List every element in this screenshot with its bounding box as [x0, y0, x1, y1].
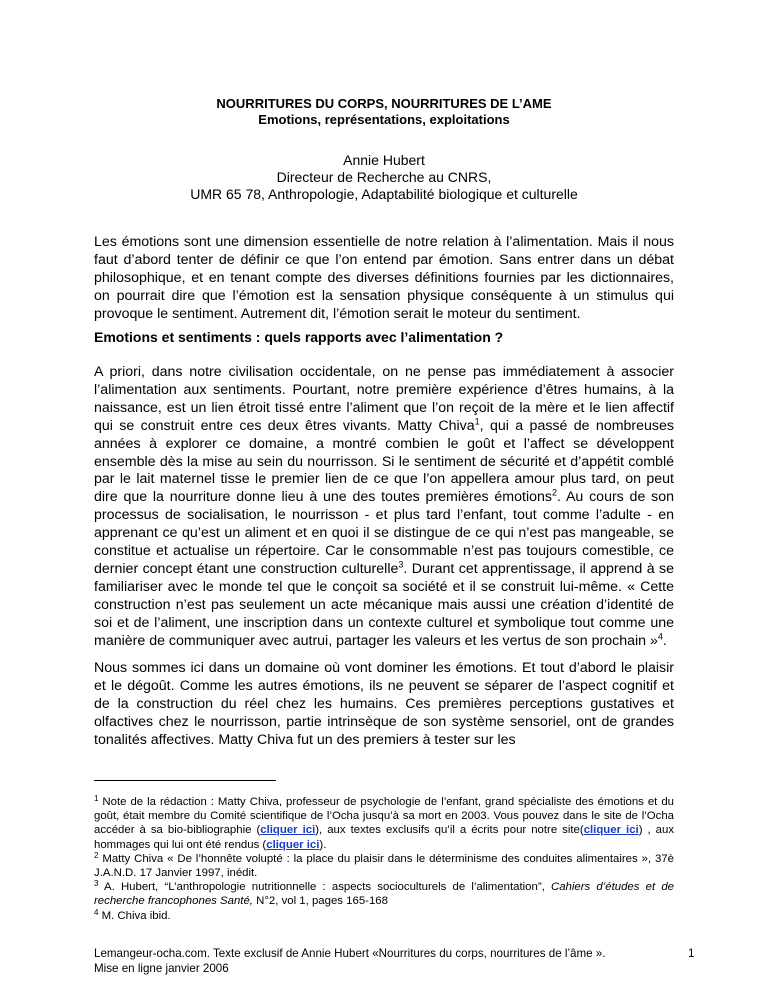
- footnote-4: [94, 909, 674, 923]
- footer-line-2: Mise en ligne janvier 2006: [94, 962, 229, 975]
- footnote-number: 4: [94, 907, 99, 917]
- footnote-3: [94, 880, 674, 908]
- footnote-number: 1: [94, 794, 99, 803]
- paragraph-2-text: . Durant cet apprentissage, il apprend à se familiariser avec le monde tel que le conçoit sa société et il se construit lui-même. « Cette construction n’est pas seulement un acte mécanique mais aussi une création d’identité de soi et de l’aliment, une inscription dans un contexte culturel et symbolique tout comme une manière de communiquer avec autrui, partager les valeurs et les vertus de son prochain »: [94, 560, 674, 649]
- footnote-text: Matty Chiva « De l’honnête volupté : la place du plaisir dans le déterminisme des conduites alimentaires », 37è J.A.N.D. 17 Janvier 1997, inédit.: [94, 852, 674, 880]
- tributes-link[interactable]: cliquer ici: [266, 838, 320, 851]
- paragraph-2: [94, 364, 674, 651]
- texts-link[interactable]: cliquer ici: [583, 824, 639, 837]
- author-name: Annie Hubert: [343, 152, 425, 168]
- footnote-ref-4[interactable]: 4: [657, 630, 663, 641]
- footnote-text: N°2, vol 1, pages 165-168: [252, 895, 388, 908]
- paragraph-2-text: A priori, dans notre civilisation occidentale, on ne pense pas immédiatement à associer l’alimentation aux sentiments. Pourtant, notre première expérience d’êtres humains, à la naissance, est un lien étroit tissé entre l’aliment que l’on reçoit de la mère et le lien affectif qui se construit entre ces deux êtres vivants. Matty Chiva: [94, 364, 674, 434]
- footnote-ref-2[interactable]: 2: [551, 487, 557, 498]
- footnote-text: ).: [319, 838, 327, 851]
- footnote-ref-3[interactable]: 3: [398, 559, 404, 570]
- paragraph-2-text: , qui a passé de nombreuses années à explorer ce domaine, a montré combien le goût et l’affect se développent ensemble dès la mise au sein du nourrisson. Si le sentiment de sécurité et d’appétit comblé par le lait maternel tisse le premier lien de ce que l’on appellera amour plus tard, on peut dire que la nourriture donne lieu à une des toutes premières émotions: [94, 417, 675, 506]
- paragraph-2-text: .: [662, 632, 667, 649]
- document-subtitle: Emotions, représentations, exploitations: [258, 112, 510, 127]
- paragraph-2-text: . Au cours de son processus de socialisation, le nourrisson - et plus tard l’enfant, tout comme l’adulte - en apprenant ce qu’est un aliment et en quoi il se distingue de ce qui n’est pas mangeable, se constitue et actualise un répertoire. Car le consommable n’est pas toujours comestible, ce dernier concept étant une construction culturelle: [94, 489, 674, 577]
- footnote-text: A. Hubert, “L’anthropologie nutritionnelle : aspects socioculturels de l’alimentation”,: [98, 881, 551, 894]
- footer-line-1: Lemangeur-ocha.com. Texte exclusif de Annie Hubert «Nourritures du corps, nourritures de l’âme ».: [94, 947, 606, 960]
- page-footer: [94, 946, 654, 976]
- footnote-text: Note de la rédaction : Matty Chiva, professeur de psychologie de l’enfant, grand spécialiste des émotions et du goût, était membre du Comité scientifique de l’Ocha jusqu’à sa mort en 2003. Vous pouvez dans le site de l’Ocha accéder à sa bio-bibliographie (: [94, 796, 674, 837]
- paragraph-3: Nous sommes ici dans un domaine où vont dominer les émotions. Et tout d’abord le plaisir et le dégoût. Comme les autres émotions, ils ne peuvent se séparer de l’aspect cognitif et de la construction du réel chez les humains. Ces premières perceptions gustatives et olfactives chez le nourrisson, partie intrinsèque de son système sensoriel, ont de grandes tonalités affectives. Matty Chiva fut un des premiers à tester sur les: [94, 660, 674, 748]
- page-number: 1: [688, 947, 695, 960]
- title-block: [120, 96, 648, 128]
- footnotes: [94, 795, 674, 923]
- bio-link[interactable]: cliquer ici: [260, 824, 316, 837]
- footnote-number: 2: [94, 850, 99, 860]
- author-unit: UMR 65 78, Anthropologie, Adaptabilité biologique et culturelle: [190, 186, 578, 202]
- intro-paragraph: Les émotions sont une dimension essentielle de notre relation à l’alimentation. Mais il nous faut d’abord tenter de définir ce que l’on entend par émotion. Sans entrer dans un débat philosophique, et en tenant compte des diverses définitions fournies par les dictionnaires, on pourrait dire que l’émotion est la sensation physique conséquente à un stimulus qui provoque le sentiment. Autrement dit, l’émotion serait le moteur du sentiment.: [94, 234, 674, 322]
- journal-title: Cahiers d’études et de recherche francophones Santé,: [94, 881, 675, 908]
- document-title: NOURRITURES DU CORPS, NOURRITURES DE L’AME: [216, 96, 552, 111]
- footnote-number: 3: [94, 879, 99, 889]
- footnote-2: [94, 852, 674, 880]
- author-position: Directeur de Recherche au CNRS,: [276, 169, 492, 185]
- footnote-text: ) , aux hommages qui lui ont été rendus (: [94, 824, 675, 851]
- footnote-separator: [94, 780, 276, 781]
- footnote-ref-1[interactable]: 1: [474, 415, 480, 426]
- footnote-1: [94, 795, 674, 852]
- author-block: [120, 152, 648, 203]
- footnote-text: M. Chiva ibid.: [98, 909, 171, 922]
- section-heading: Emotions et sentiments : quels rapports avec l’alimentation ?: [94, 329, 504, 345]
- footnote-text: ), aux textes exclusifs qu’il a écrits pour notre site(: [315, 824, 584, 837]
